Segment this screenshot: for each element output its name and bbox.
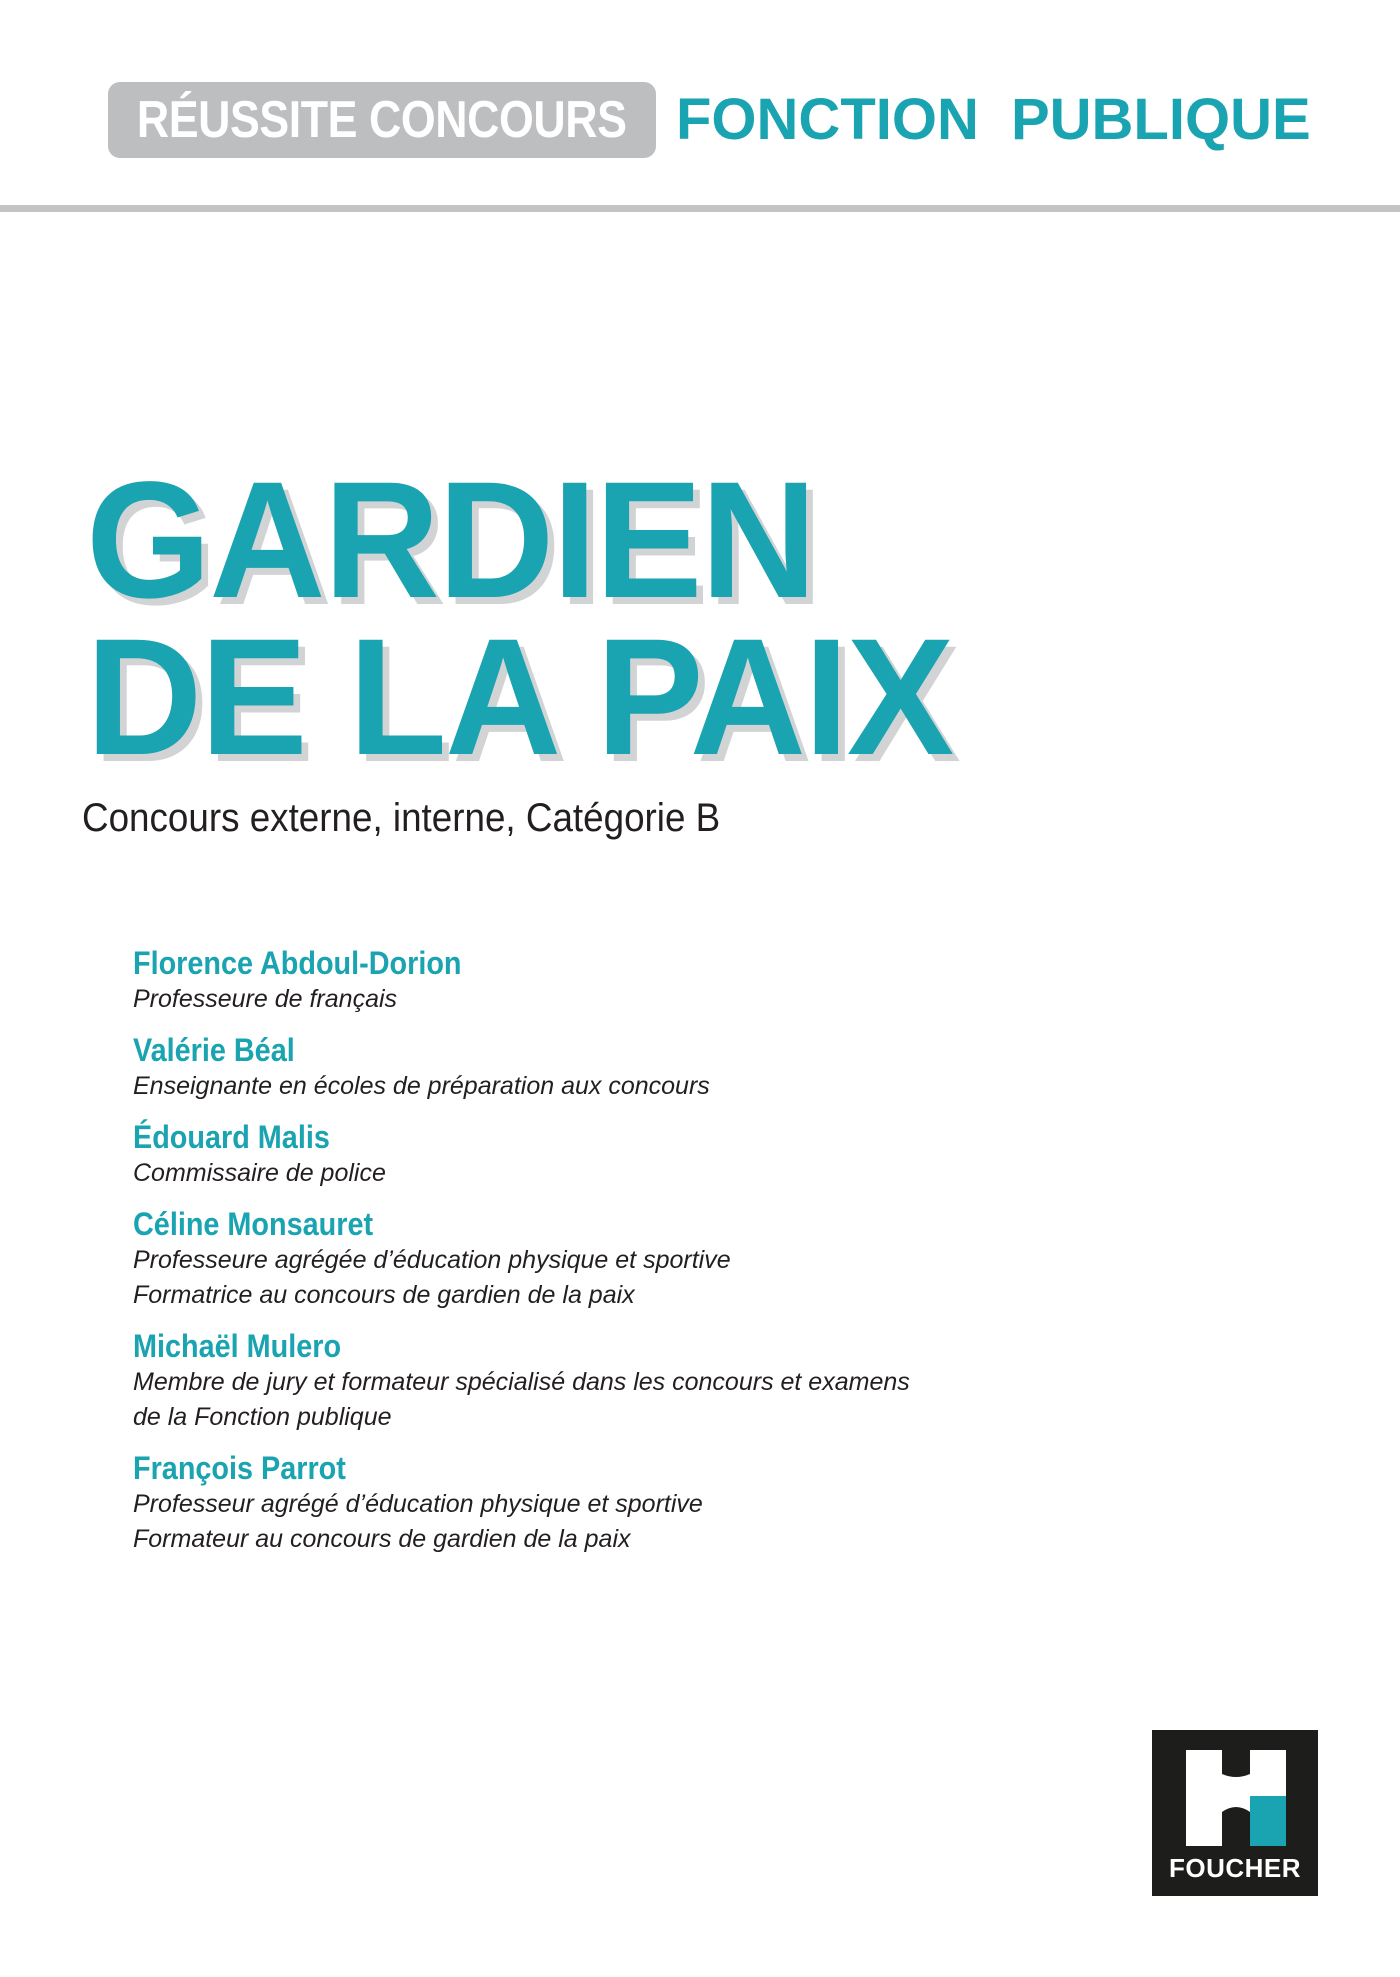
author-entry: [133, 944, 1233, 1017]
author-role: Professeur agrégé d’éducation physique et sportive: [133, 1490, 703, 1518]
author-entry: [133, 1031, 1233, 1104]
author-name: Florence Abdoul-Dorion: [133, 945, 462, 981]
book-title-line-2: DE LA PAIX: [86, 605, 953, 790]
author-role: Commissaire de police: [133, 1159, 386, 1187]
author-role: Enseignante en écoles de préparation aux concours: [133, 1072, 710, 1100]
header-divider: [0, 205, 1400, 212]
author-entry: [133, 1205, 1233, 1313]
author-list: [133, 944, 1233, 1571]
author-name: Michaël Mulero: [133, 1328, 342, 1364]
author-role: Formatrice au concours de gardien de la paix: [133, 1281, 635, 1309]
series-badge: [108, 82, 656, 158]
author-role: Professeure agrégée d’éducation physique et sportive: [133, 1246, 731, 1274]
publisher-name: FOUCHER: [1168, 1853, 1302, 1883]
author-name: Édouard Malis: [133, 1119, 330, 1155]
author-entry: [133, 1327, 1233, 1435]
author-name: Valérie Béal: [133, 1032, 295, 1068]
book-title-line-1: GARDIEN: [86, 448, 815, 633]
author-role: de la Fonction publique: [133, 1403, 392, 1431]
series-label: FONCTION PUBLIQUE: [676, 86, 1311, 152]
author-role: Membre de jury et formateur spécialisé dans les concours et examens: [133, 1368, 910, 1396]
author-entry: [133, 1449, 1233, 1557]
author-role: Formateur au concours de gardien de la paix: [133, 1525, 631, 1553]
series-badge-text: RÉUSSITE CONCOURS: [137, 91, 627, 149]
author-name: François Parrot: [133, 1450, 346, 1486]
author-entry: [133, 1118, 1233, 1191]
author-name: Céline Monsauret: [133, 1206, 374, 1242]
book-subtitle: Concours externe, interne, Catégorie B: [82, 796, 721, 840]
publisher-logo: [1152, 1730, 1318, 1896]
author-role: Professeure de français: [133, 985, 398, 1013]
